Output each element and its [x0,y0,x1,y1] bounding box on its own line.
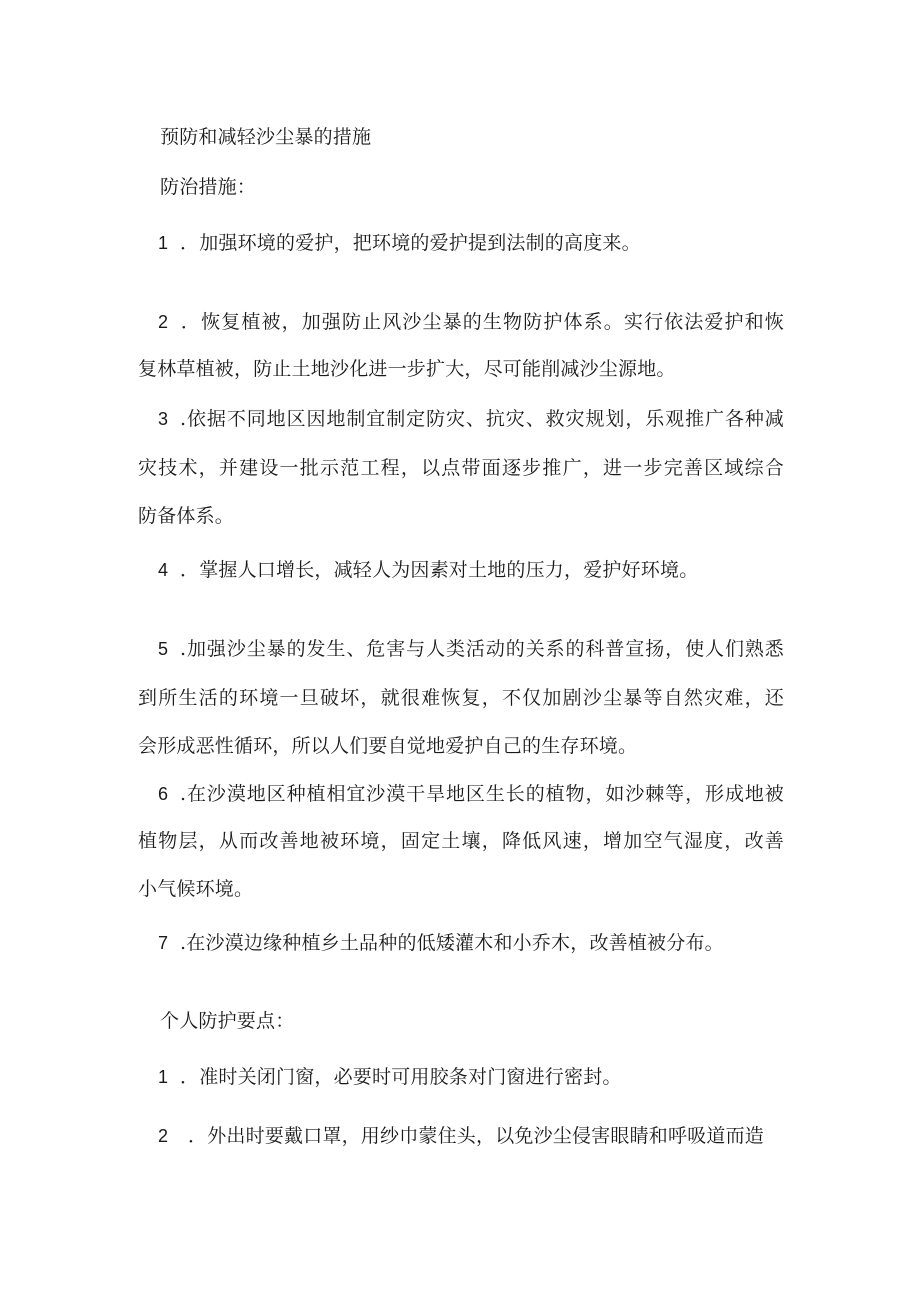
section-heading-personal-protection: 个人防护要点： [160,1010,295,1032]
list-item-number: 1 [158,233,169,253]
list-item-line: 灾技术，并建设一批示范工程，以点带面逐步推广，进一步完善区域综合 [138,457,784,479]
list-item-number: 2 [158,1126,169,1146]
list-item-line: 6 .在沙漠地区种植相宜沙漠干旱地区生长的植物，如沙棘等，形成地被 [158,783,784,805]
list-item-line: 到所生活的环境一旦破坏，就很难恢复，不仅加剧沙尘暴等自然灾难，还 [138,687,784,709]
list-item-line: 防备体系。 [138,505,235,527]
list-item-number: 4 [158,560,169,580]
list-item-number: 2 [158,312,169,332]
list-item-number: 7 [158,933,169,953]
list-item-line: 2 ．外出时要戴口罩，用纱巾蒙住头，以免沙尘侵害眼睛和呼吸道而造 [158,1125,765,1147]
list-item-line: 1 ．准时关闭门窗，必要时可用胶条对门窗进行密封。 [158,1066,622,1088]
list-item-line: 植物层，从而改善地被环境，固定土壤，降低风速，增加空气湿度，改善 [138,830,784,852]
list-item-line: 4 ．掌握人口增长，减轻人为因素对土地的压力，爱护好环境。 [158,559,699,581]
list-item-line: 小气候环境。 [138,878,254,900]
list-item-number: 1 [158,1067,169,1087]
list-item-number: 3 [158,409,169,429]
list-item-line: 复林草植被，防止土地沙化进一步扩大，尽可能削减沙尘源地。 [138,358,676,380]
list-item-line: 会形成恶性循环，所以人们要自觉地爱护自己的生存环境。 [138,735,638,757]
list-item-line: 7 .在沙漠边缘种植乡土品种的低矮灌木和小乔木，改善植被分布。 [158,932,724,954]
list-item-line: 3 .依据不同地区因地制宜制定防灾、抗灾、救灾规划，乐观推广各种减 [158,408,784,430]
list-item-line: 2 ．恢复植被，加强防止风沙尘暴的生物防护体系。实行依法爱护和恢 [158,311,784,333]
list-item-number: 6 [158,784,169,804]
list-item-line: 1 ．加强环境的爱护，把环境的爱护提到法制的高度来。 [158,232,641,254]
document-title: 预防和减轻沙尘暴的措施 [160,126,372,148]
list-item-line: 5 .加强沙尘暴的发生、危害与人类活动的关系的科普宣扬，使人们熟悉 [158,638,784,660]
section-heading-prevention: 防治措施： [160,176,257,198]
list-item-number: 5 [158,639,169,659]
